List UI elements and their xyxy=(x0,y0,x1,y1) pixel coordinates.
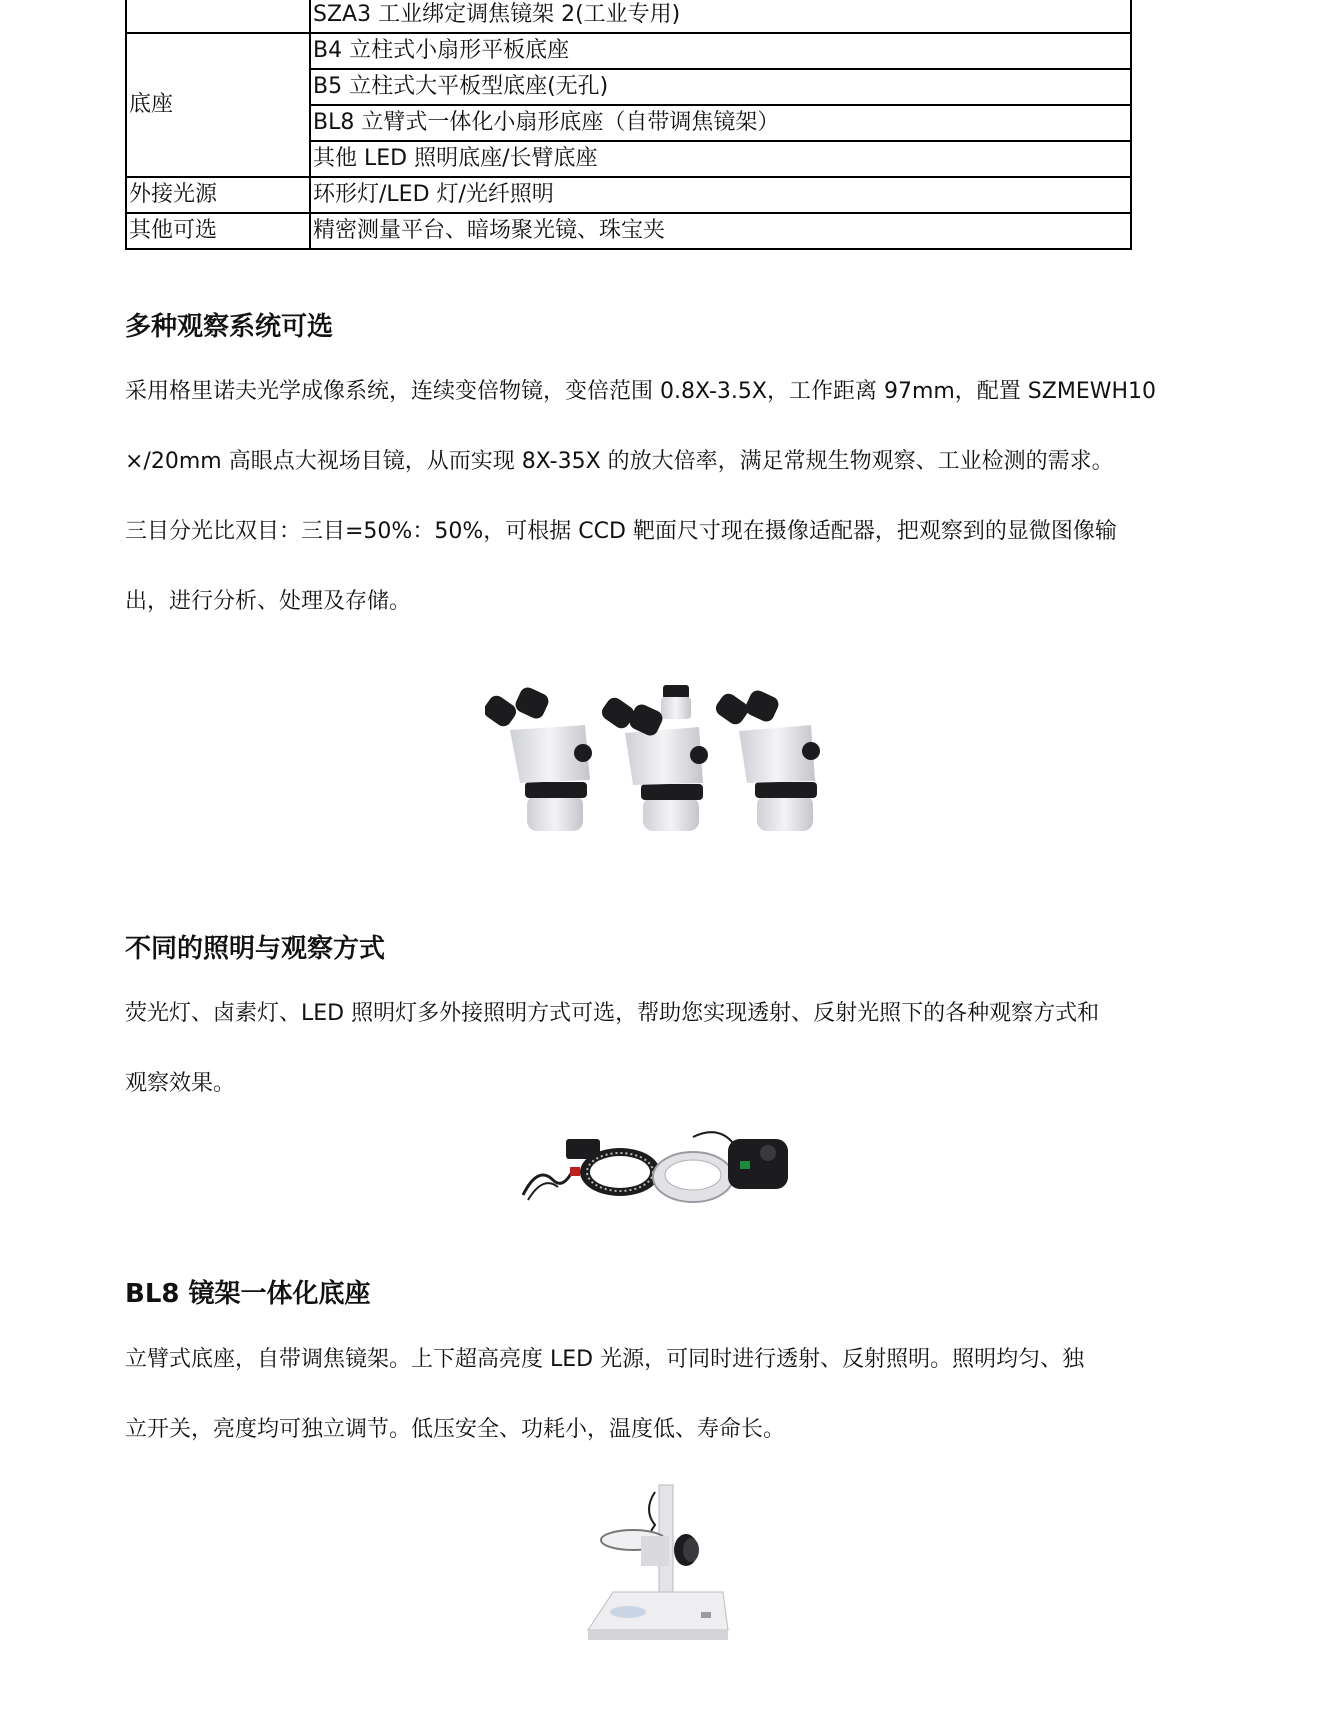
table-cell-value: 环形灯/LED 灯/光纤照明 xyxy=(310,177,1131,213)
paragraph-line: 立臂式底座，自带调焦镜架。上下超高亮度 LED 光源，可同时进行透射、反射照明。照明均匀、独 xyxy=(125,1347,1085,1372)
paragraph-line: ×/20mm 高眼点大视场目镜，从而实现 8X-35X 的放大倍率，满足常规生物观察、工业检测的需求。 xyxy=(125,449,1114,474)
section-title-bl8: BL8 镜架一体化底座 xyxy=(125,1279,371,1309)
bl8-stand-image xyxy=(583,1480,733,1650)
paragraph-line: 三目分光比双目：三目=50%：50%，可根据 CCD 靶面尺寸现在摄像适配器，把观察到的显微图像输 xyxy=(125,519,1117,544)
paragraph-line: 荧光灯、卤素灯、LED 照明灯多外接照明方式可选，帮助您实现透射、反射光照下的各种观察方式和 xyxy=(125,1001,1100,1026)
table-cell-label: 外接光源 xyxy=(126,177,310,213)
table-cell-value: 其他 LED 照明底座/长臂底座 xyxy=(310,141,1131,177)
table-cell-value: BL8 立臂式一体化小扇形底座（自带调焦镜架） xyxy=(310,105,1131,141)
paragraph-illumination xyxy=(125,992,1185,1132)
section-title-observation: 多种观察系统可选 xyxy=(125,312,334,342)
table-cell-value: SZA3 工业绑定调焦镜架 2(工业专用) xyxy=(310,0,1131,33)
section-title-illumination: 不同的照明与观察方式 xyxy=(125,934,386,964)
table-cell-value: B4 立柱式小扇形平板底座 xyxy=(310,33,1131,69)
table-row xyxy=(126,0,1131,33)
spec-table xyxy=(125,0,1132,250)
paragraph-line: 采用格里诺夫光学成像系统，连续变倍物镜，变倍范围 0.8X-3.5X，工作距离 97mm，配置 SZMEWH10 xyxy=(125,379,1157,404)
paragraph-line: 出，进行分析、处理及存储。 xyxy=(125,589,412,614)
table-row xyxy=(126,177,1131,213)
table-cell-label: 其他可选 xyxy=(126,213,310,249)
table-cell-label: 底座 xyxy=(126,33,310,177)
table-row xyxy=(126,213,1131,249)
table-cell-label xyxy=(126,0,310,33)
ring-lights-image xyxy=(518,1125,803,1207)
paragraph-line: 观察效果。 xyxy=(125,1071,236,1096)
paragraph-observation xyxy=(125,370,1185,650)
paragraph-bl8 xyxy=(125,1338,1185,1478)
table-cell-value: B5 立柱式大平板型底座(无孔) xyxy=(310,69,1131,105)
table-row xyxy=(126,33,1131,69)
paragraph-line: 立开关，亮度均可独立调节。低压安全、功耗小，温度低、寿命长。 xyxy=(125,1417,786,1442)
table-cell-value: 精密测量平台、暗场聚光镜、珠宝夹 xyxy=(310,213,1131,249)
microscope-heads-image xyxy=(485,685,835,835)
